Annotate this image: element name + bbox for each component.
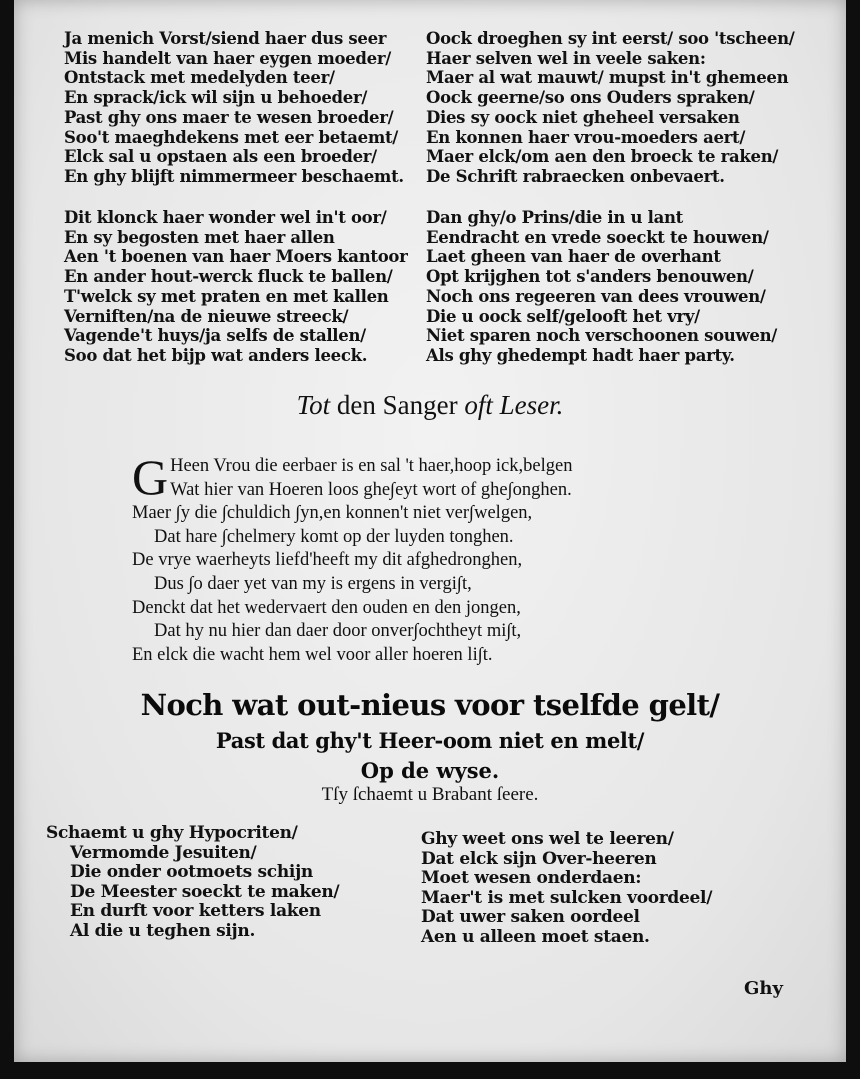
verse-line: En sy begosten met haer allen [64, 227, 335, 247]
verse-line: Haer selven wel in veele saken: [426, 48, 706, 68]
verse-line: T'welck sy met praten en met kallen [64, 286, 389, 306]
verse-line: En ander hout-werck fluck te ballen/ [64, 267, 393, 287]
song-subtitle: Past dat ghy't Heer-oom niet en melt/ [215, 728, 645, 753]
tune-name: Tſy ſchaemt u Brabant ſeere. [321, 784, 539, 805]
catchword: Ghy [744, 978, 783, 999]
reader-heading-part1: Tot [296, 390, 331, 420]
verse-line: Dat elck sijn Over-heeren [421, 848, 657, 869]
book-page [14, 0, 846, 1062]
verse-line: Oock droeghen sy int eerst/ soo 'tscheen/ [426, 29, 795, 48]
poem-line: Maer ∫y die ∫chuldich ∫yn,en konnen't niet ver∫welgen, [132, 503, 533, 524]
poem-line: Dus ∫o daer yet van my is ergens in vergi∫t, [154, 573, 472, 594]
poem-line: Dat hare ∫chelmery komt op der luyden tonghen. [154, 526, 514, 547]
reader-heading-part2: den Sanger [330, 390, 465, 420]
verse-line: Opt krijghen tot s'anders benouwen/ [426, 267, 754, 287]
verse-line: Verniften/na de nieuwe streeck/ [64, 306, 349, 326]
verse-line: Soo dat het bijp wat anders leeck. [64, 345, 368, 365]
poem-line: De vrye waerheyts liefd'heeft my dit afghedronghen, [132, 550, 523, 571]
reader-heading [14, 390, 846, 421]
verse-line: Dat uwer saken oordeel [421, 907, 640, 928]
song-title: Noch wat out-nieus voor tselfde gelt/ [140, 688, 720, 722]
verse-line: Oock geerne/so ons Ouders spraken/ [426, 88, 755, 108]
verse-line: Vermomde Jesuiten/ [70, 842, 257, 863]
verse-line: Mis handelt van haer eygen moeder/ [64, 48, 391, 68]
poem-line: Heen Vrou die eerbaer is en sal 't haer,hoop ick,belgen [170, 456, 573, 476]
verse-line: Niet sparen noch verschoonen souwen/ [426, 326, 778, 346]
verse-line: Eendracht en vrede soeckt te houwen/ [426, 227, 769, 247]
stanza-1-left [64, 29, 404, 187]
stanza-3-left [46, 824, 339, 942]
verse-line: Ja menich Vorst/siend haer dus seer [64, 29, 387, 48]
roman-poem [132, 449, 573, 667]
verse-line: Dan ghy/o Prins/die in u lant [426, 208, 683, 227]
stanza-3-right [421, 830, 712, 948]
verse-line: Als ghy ghedempt hadt haer party. [426, 345, 735, 365]
poem-line-first [132, 449, 573, 505]
verse-line: Past ghy ons maer te wesen broeder/ [64, 107, 394, 127]
reader-heading-part3: oft Leser. [464, 390, 564, 420]
verse-line: Ghy weet ons wel te leeren/ [421, 829, 674, 849]
verse-line: Dies sy oock niet gheheel versaken [426, 107, 740, 127]
verse-line: Aen u alleen moet staen. [421, 926, 650, 947]
verse-line: Al die u teghen sijn. [70, 920, 256, 941]
verse-line: En konnen haer vrou-moeders aert/ [426, 127, 746, 147]
verse-line: En durft voor ketters laken [70, 901, 321, 922]
stanza-2-right [426, 208, 777, 366]
verse-line: Laet gheen van haer de overhant [426, 247, 721, 267]
verse-line: Ontstack met medelyden teer/ [64, 68, 335, 88]
verse-line: Maer elck/om aen den broeck te raken/ [426, 147, 779, 167]
verse-line: Noch ons regeeren van dees vrouwen/ [426, 286, 766, 306]
verse-line: Vagende't huys/ja selfs de stallen/ [64, 326, 366, 346]
verse-line: Dit klonck haer wonder wel in't oor/ [64, 208, 387, 227]
verse-line: En sprack/ick wil sijn u behoeder/ [64, 88, 368, 108]
verse-line: De Schrift rabraecken onbevaert. [426, 166, 725, 186]
verse-line: De Meester soeckt te maken/ [70, 881, 340, 902]
tune-label: Op de wyse. [360, 758, 500, 783]
verse-line: Maer't is met sulcken voordeel/ [421, 887, 713, 908]
poem-line: Denckt dat het wedervaert den ouden en den jongen, [132, 597, 521, 618]
verse-line: En ghy blijft nimmermeer beschaemt. [64, 166, 404, 186]
verse-line: Die u oock self/gelooft het vry/ [426, 306, 700, 326]
verse-line: Elck sal u opstaen als een broeder/ [64, 147, 377, 167]
verse-line: Aen 't boenen van haer Moers kantoor [64, 247, 408, 267]
poem-line: En elck die wacht hem wel voor aller hoeren li∫t. [132, 644, 493, 665]
poem-line: Dat hy nu hier dan daer door onver∫ochtheyt mi∫t, [154, 621, 522, 642]
verse-line: Die onder ootmoets schijn [70, 862, 313, 883]
drop-cap: G [132, 449, 169, 505]
verse-line: Schaemt u ghy Hypocriten/ [46, 823, 298, 843]
poem-line: Wat hier van Hoeren loos ghe∫eyt wort of ghe∫onghen. [170, 479, 572, 500]
stanza-1-right [426, 29, 795, 187]
verse-line: Maer al wat mauwt/ mupst in't ghemeen [426, 68, 789, 88]
verse-line: Moet wesen onderdaen: [421, 868, 642, 889]
stanza-2-left [64, 208, 408, 366]
verse-line: Soo't maeghdekens met eer betaemt/ [64, 127, 399, 147]
scan-edge [846, 0, 860, 1079]
